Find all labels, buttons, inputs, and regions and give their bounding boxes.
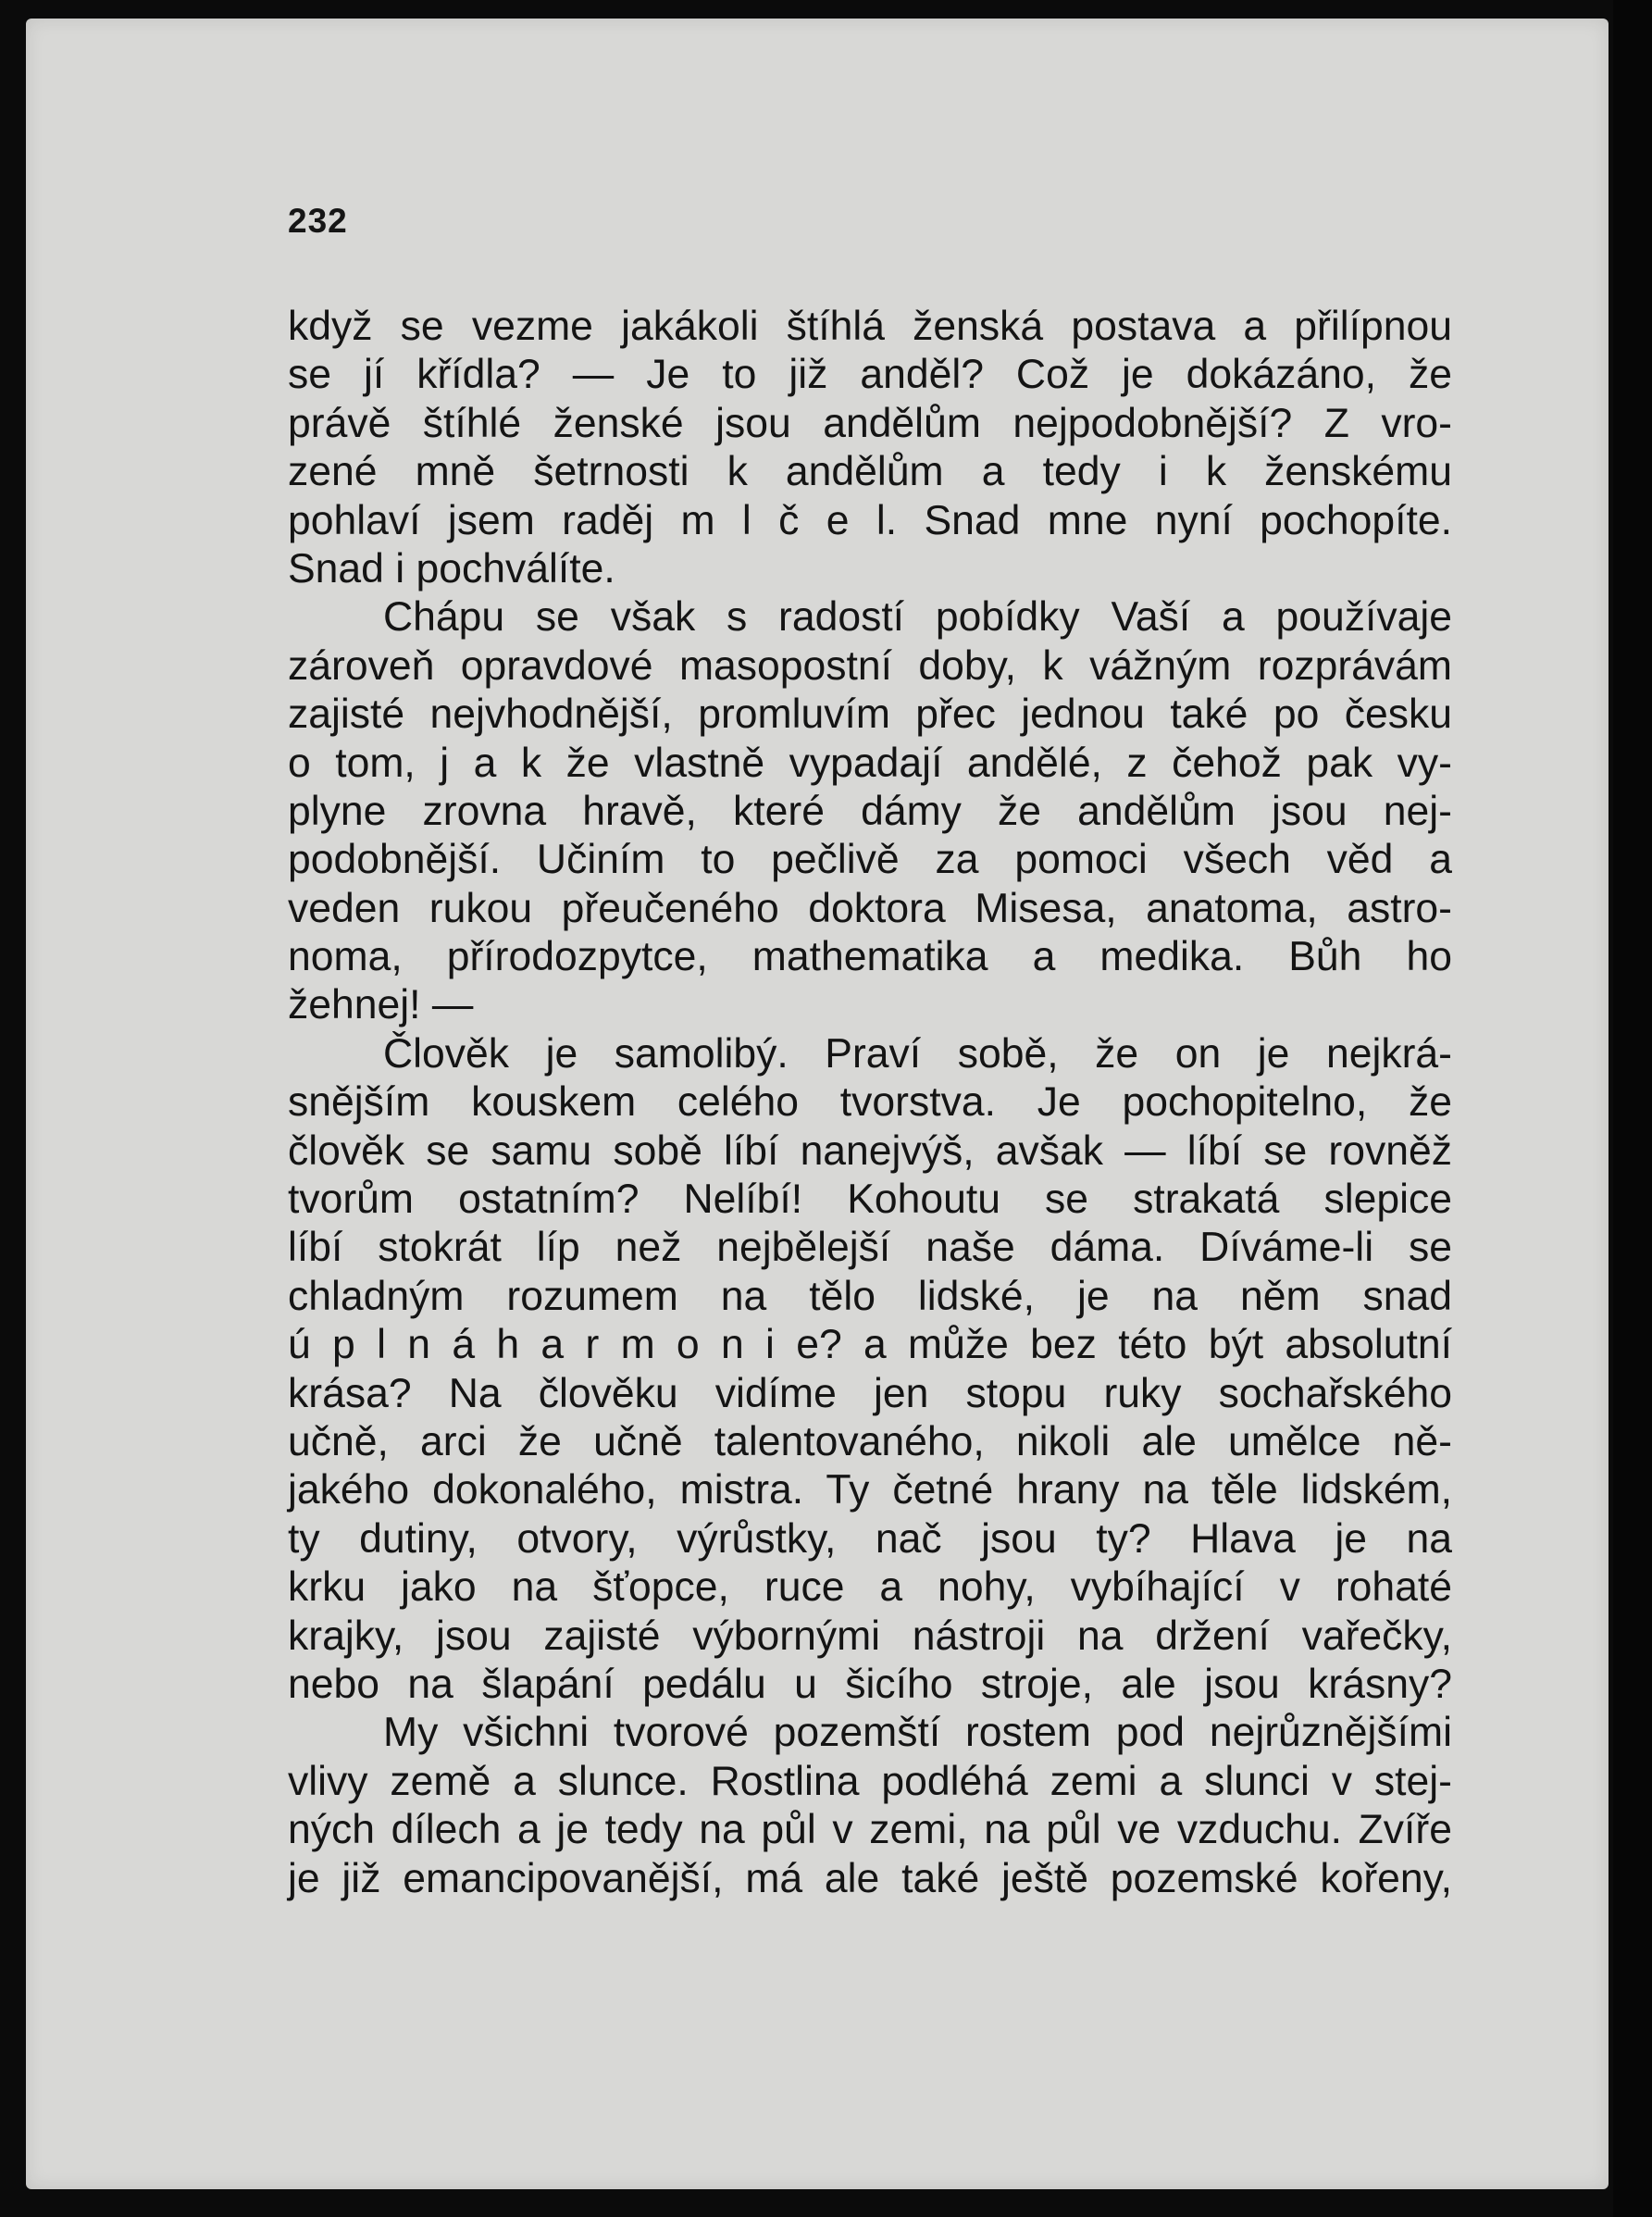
- text-line: My všichni tvorové pozemští rostem pod nejrůznějšími: [383, 1710, 1452, 1756]
- text-line: chladným rozumem na tělo lidské, je na něm snad: [288, 1273, 1452, 1319]
- text-line: zároveň opravdové masopostní doby, k vážným rozprávám: [288, 642, 1452, 689]
- text-line: člověk se samu sobě líbí nanejvýš, avšak — líbí se rovněž: [288, 1127, 1452, 1174]
- text-line: Snad i pochválíte.: [288, 545, 615, 592]
- text-line: ty dutiny, otvory, výrůstky, nač jsou ty? Hlava je na: [288, 1515, 1452, 1562]
- text-line: krása? Na člověku vidíme jen stopu ruky sochařského: [288, 1370, 1452, 1416]
- text-line: podobnější. Učiním to pečlivě za pomoci všech věd a: [288, 837, 1452, 883]
- text-line: noma, přírodozpytce, mathematika a medika. Bůh ho: [288, 934, 1452, 980]
- text-line: Člověk je samolibý. Praví sobě, že on je nejkrá-: [383, 1030, 1452, 1077]
- text-line: krajky, jsou zajisté výbornými nástroji na držení vařečky,: [288, 1613, 1452, 1659]
- text-line: nebo na šlapání pedálu u šicího stroje, ale jsou krásny?: [288, 1661, 1452, 1707]
- text-line: ú p l n á h a r m o n i e? a může bez této být absolutní: [288, 1322, 1452, 1368]
- body-text: [288, 303, 1452, 1903]
- text-line: právě štíhlé ženské jsou andělům nejpodobnější? Z vro-: [288, 400, 1452, 446]
- text-line: vlivy země a slunce. Rostlina podléhá zemi a slunci v stej-: [288, 1758, 1452, 1804]
- text-line: učně, arci že učně talentovaného, nikoli ale umělce ně-: [288, 1418, 1452, 1464]
- text-line: snějším kouskem celého tvorstva. Je pochopitelno, že: [288, 1079, 1452, 1126]
- text-line: žehnej! —: [288, 982, 474, 1028]
- text-line: zené mně šetrnosti k andělům a tedy i k ženskému: [288, 449, 1452, 495]
- page-number: 232: [288, 202, 348, 240]
- text-line: pohlaví jsem raděj m l č e l. Snad mne nyní pochopíte.: [288, 497, 1452, 543]
- text-line: krku jako na šťopce, ruce a nohy, vybíhající v rohaté: [288, 1564, 1452, 1611]
- text-line: Chápu se však s radostí pobídky Vaší a používaje: [383, 594, 1452, 641]
- text-line: veden rukou přeučeného doktora Misesa, anatoma, astro-: [288, 885, 1452, 931]
- text-line: ných dílech a je tedy na půl v zemi, na půl ve vzduchu. Zvíře: [288, 1807, 1452, 1853]
- scan-edge: [1613, 0, 1652, 2217]
- text-line: líbí stokrát líp než nejbělejší naše dáma. Díváme-li se: [288, 1225, 1452, 1271]
- text-line: se jí křídla? — Je to již anděl? Což je dokázáno, že: [288, 352, 1452, 398]
- text-line: je již emancipovanější, má ale také ještě pozemské kořeny,: [288, 1855, 1452, 1901]
- text-line: zajisté nejvhodnější, promluvím přec jednou také po česku: [288, 691, 1452, 738]
- text-line: když se vezme jakákoli štíhlá ženská postava a přilípnou: [288, 304, 1452, 349]
- text-line: plyne zrovna hravě, které dámy že andělům jsou nej-: [288, 788, 1452, 834]
- text-line: o tom, j a k že vlastně vypadají andělé, z čehož pak vy-: [288, 740, 1452, 786]
- text-line: tvorům ostatním? Nelíbí! Kohoutu se strakatá slepice: [288, 1177, 1452, 1223]
- text-line: jakého dokonalého, mistra. Ty četné hrany na těle lidském,: [288, 1467, 1452, 1513]
